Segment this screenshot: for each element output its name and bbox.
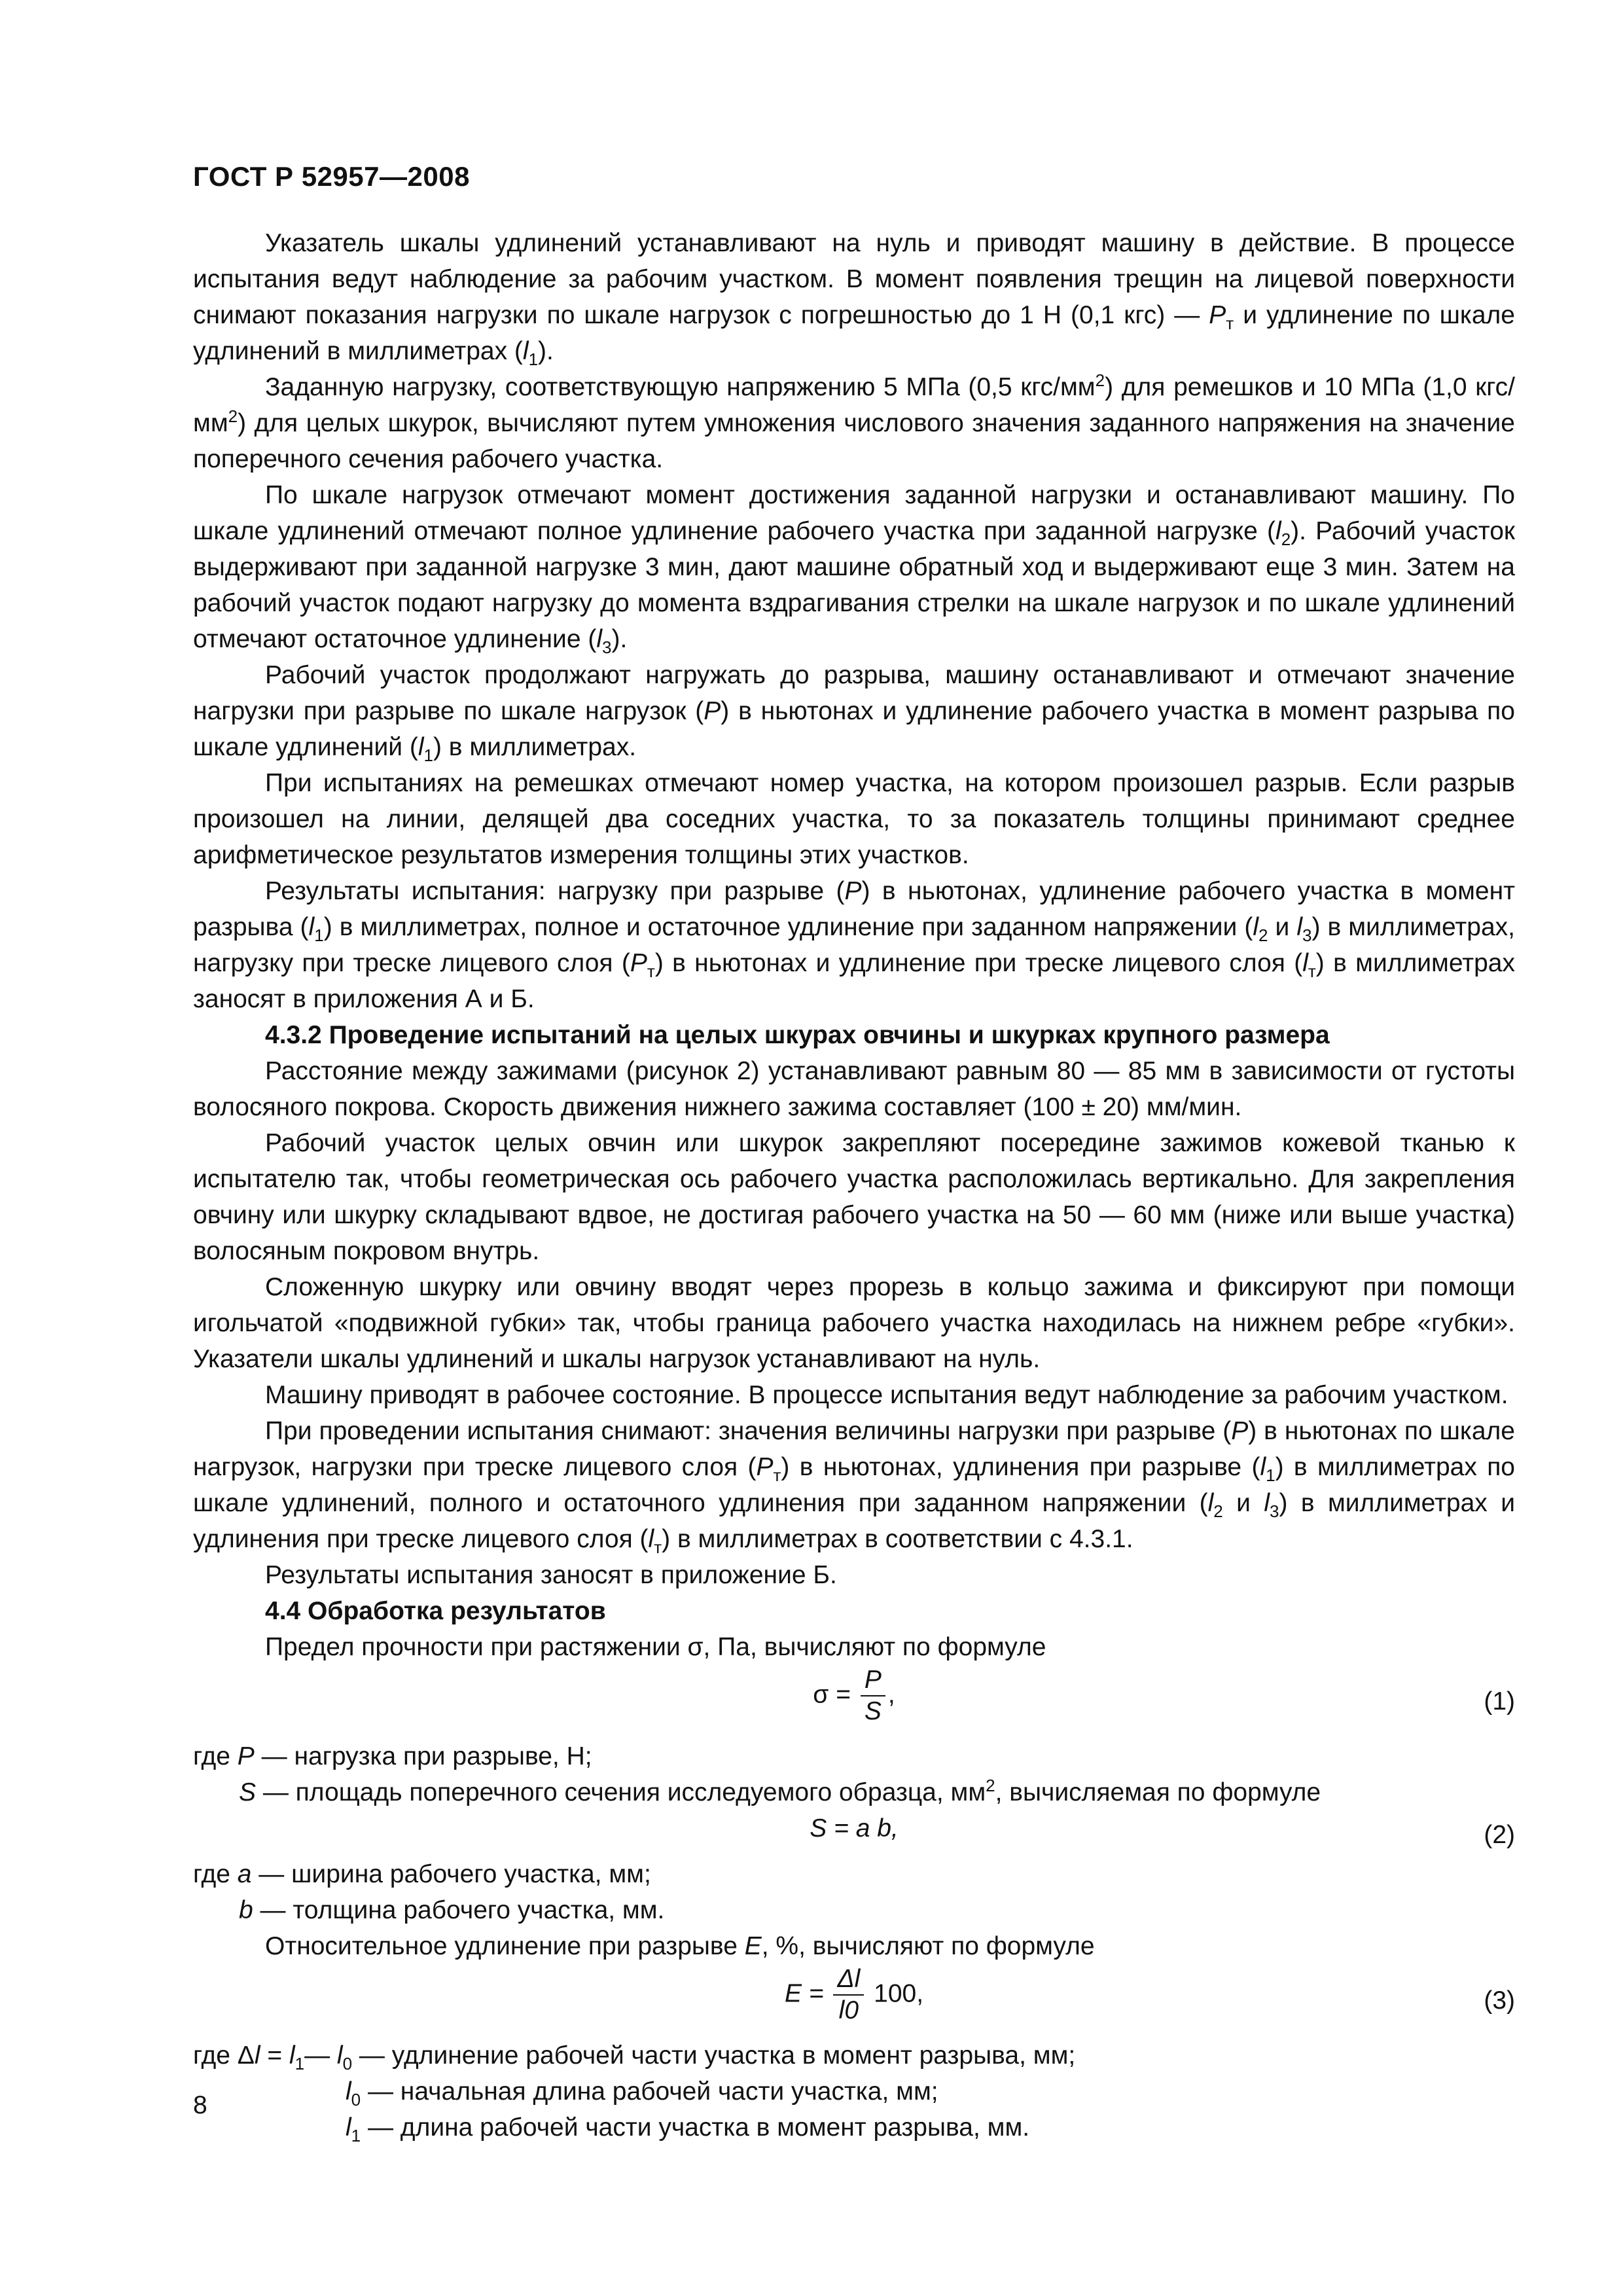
formula-3-number: (3) <box>1484 1986 1515 2015</box>
paragraph-machine-state: Машину приводят в рабочее состояние. В процессе испытания ведут наблюдение за рабочим участком. <box>265 1381 1508 1409</box>
where-a: где a — ширина рабочего участка, мм; <box>193 1860 651 1888</box>
paragraph-target-load: Заданную нагрузку, соответствующую напряжению 5 МПа (0,5 кгс/$мм^2$) для ремешков и 10 МПа (1,0 кгс/$мм^2$) для целых шкурок, вычисляют путем умножения числового значения заданного напряжения на значение поперечного сечения рабочего участка. <box>193 370 1515 473</box>
formula-3-row <box>193 1964 1515 2037</box>
paragraph-measurements: При проведении испытания снимают: значения величины нагрузки при разрыве (P) в ньютонах по шкале нагрузок, нагрузки при треске лицевого слоя $(P_т)$ в ньютонах, удлинения при разрыве $(l_1)$ в миллиметрах по шкале удлинений, полного и остаточного удлинения при заданном напряжении ($l_2$ и $l_3$) в миллиметрах и удлинения при треске лицевого слоя $(l_т)$ в миллиметрах в соответствии с 4.3.1. <box>193 1417 1515 1557</box>
formula-1-number: (1) <box>1484 1687 1515 1715</box>
where-delta-l: где $\Delta l = l_1—$ $l_0$ — удлинение рабочей части участка в момент разрыва, мм; <box>193 2041 1076 2073</box>
where-l1: $l_1$ — длина рабочей части участка в момент разрыва, мм. <box>346 2113 1030 2145</box>
formula-3-fraction: $\frac{\Delta l}{l0}$ <box>833 1964 864 2026</box>
paragraph-strength-intro: Предел прочности при растяжении σ, Па, вычисляют по формуле <box>265 1633 1046 1661</box>
paragraph-rupture: Рабочий участок продолжают нагружать до разрыва, машину останавливают и отмечают значение нагрузки при разрыве по шкале нагрузок (P) в ньютонах и удлинение рабочего участка в момент разрыва по шкале удлинений $(l_1)$ в миллиметрах. <box>193 661 1515 765</box>
formula-2: S = a b, <box>810 1814 899 1842</box>
paragraph-elongation-intro: Относительное удлинение при разрыве E, %, вычисляют по формуле <box>265 1932 1095 1960</box>
paragraph-clamping: Рабочий участок целых овчин или шкурок закрепляют посередине зажимов кожевой тканью к испытателю так, чтобы геометрическая ось рабочего участка расположилась вертикально. Для закрепления овчину или шкурку складывают вдвое, не достигая рабочего участка на 50 — 60 мм (ниже или выше участка) волосяным покровом внутрь. <box>193 1129 1515 1265</box>
where-l0: $l_0$ — начальная длина рабочей части участка, мм; <box>346 2077 938 2109</box>
where-b: b — толщина рабочего участка, мм. <box>239 1896 665 1924</box>
formula-1: σ = $\frac{P}{S}$ , <box>813 1666 895 1725</box>
document-body <box>193 225 1515 2145</box>
paragraph-strap-tests: При испытаниях на ремешках отмечают номер участка, на котором произошел разрыв. Если разрыв произошел на линии, делящей два соседних участка, то за показатель толщины принимают среднее арифметическое результатов измерения толщины этих участков. <box>193 769 1515 869</box>
where-s: S — площадь поперечного сечения исследуемого образца, $мм^2$, вычисляемая по формуле <box>239 1776 1321 1806</box>
paragraph-scale-reset: Указатель шкалы удлинений устанавливают на нуль и приводят машину в действие. В процессе испытания ведут наблюдение за рабочим участком. В момент появления трещин на лицевой поверхности снимают показания нагрузки по шкале нагрузок с погрешностью до 1 Н (0,1 кгс) — $P_т$ и удлинение по шкале удлинений в миллиметрах $(l_1)$. <box>193 229 1515 369</box>
paragraph-results: Результаты испытания: нагрузку при разрыве (P) в ньютонах, удлинение рабочего участка в момент разрыва $(l_1)$ в миллиметрах, полное и остаточное удлинение при заданном напряжении ($l_2$ и $l_3$) в миллиметрах, нагрузку при треске лицевого слоя $(P_т)$ в ньютонах и удлинение при треске лицевого слоя $(l_т)$ в миллиметрах заносят в приложения А и Б. <box>193 877 1515 1013</box>
section-heading-4-4: 4.4 Обработка результатов <box>265 1597 606 1625</box>
formula-2-row <box>193 1810 1515 1856</box>
formula-2-number: (2) <box>1484 1821 1515 1849</box>
where-p: где P — нагрузка при разрыве, Н; <box>193 1742 592 1770</box>
document-header: ГОСТ Р 52957—2008 <box>193 161 470 192</box>
formula-3: E = $\frac{\Delta l}{l0}$ 100, <box>784 1965 924 2024</box>
page-number: 8 <box>193 2091 207 2119</box>
paragraph-clamp-distance: Расстояние между зажимами (рисунок 2) устанавливают равным 80 — 85 мм в зависимости от густоты волосяного покрова. Скорость движения нижнего зажима составляет (100 ± 20) мм/мин. <box>193 1057 1515 1121</box>
formula-1-fraction: $\frac{P}{S}$ <box>861 1665 885 1727</box>
paragraph-folding: Сложенную шкурку или овчину вводят через прорезь в кольцо зажима и фиксируют при помощи игольчатой «подвижной губки» так, чтобы граница рабочего участка находилась на нижнем ребре «губки». Указатели шкалы удлинений и шкалы нагрузок устанавливают на нуль. <box>193 1273 1515 1373</box>
section-heading-4-3-2: 4.3.2 Проведение испытаний на целых шкурах овчины и шкурках крупного размера <box>265 1021 1330 1049</box>
paragraph-load-scale: По шкале нагрузок отмечают момент достижения заданной нагрузки и останавливают машину. По шкале удлинений отмечают полное удлинение рабочего участка при заданной нагрузке $(l_2)$. Рабочий участок выдерживают при заданной нагрузке 3 мин, дают машине обратный ход и выдерживают еще 3 мин. Затем на рабочий участок подают нагрузку до момента вздрагивания стрелки на шкале нагрузок и по шкале удлинений отмечают остаточное удлинение $(l_3)$. <box>193 481 1515 657</box>
formula-1-row <box>193 1665 1515 1738</box>
paragraph-results-appendix: Результаты испытания заносят в приложение Б. <box>265 1561 837 1589</box>
